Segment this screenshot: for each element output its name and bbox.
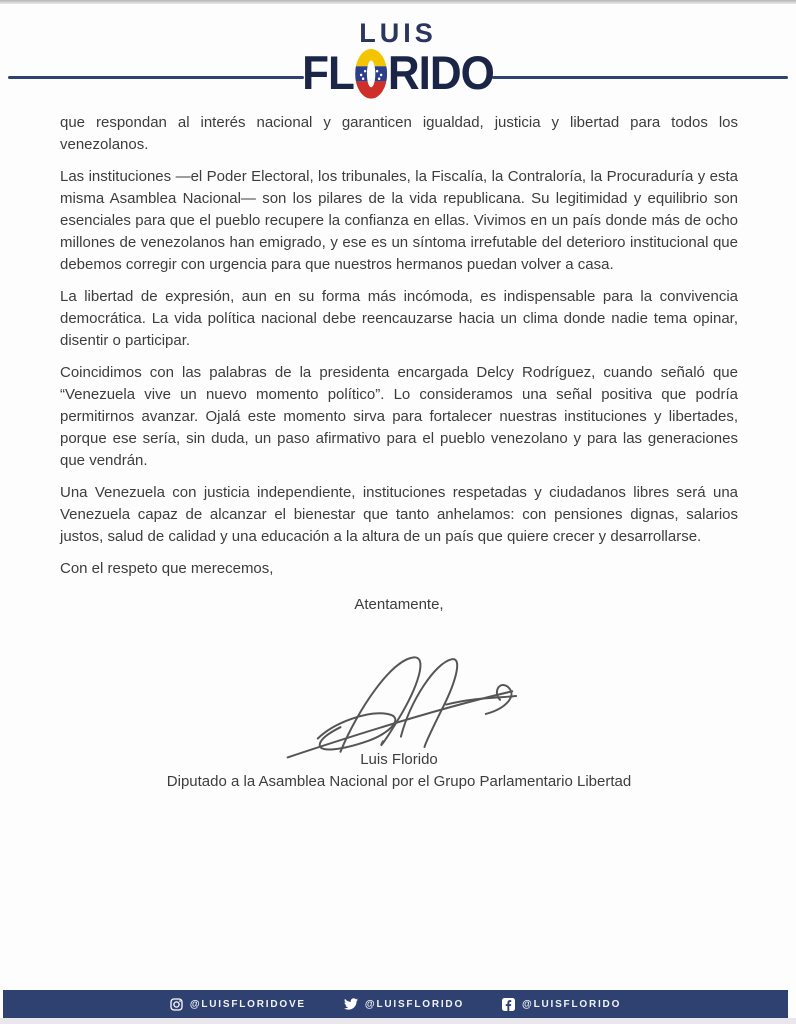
social-facebook bbox=[502, 998, 621, 1011]
signatory-name: Luis Florido bbox=[360, 751, 438, 768]
salutation: Atentamente, bbox=[354, 596, 444, 613]
twitter-icon bbox=[344, 998, 358, 1010]
instagram-handle: @LUISFLORIDOVE bbox=[189, 998, 306, 1010]
facebook-handle: @LUISFLORIDO bbox=[522, 998, 622, 1010]
paragraph: Coincidimos con las palabras de la presidenta encargada Delcy Rodríguez, cuando señaló que “Venezuela vive un nuevo momento político”. Lo consideramos una señal positiva que podría permitirnos avanzar. Ojalá este momento sirva para fortalecer nuestras instituciones y libertades, porque ese sería, sin duda, un paso afirmativo para el pueblo venezolano y para las generaciones que vendrán. bbox=[60, 364, 738, 469]
instagram-icon bbox=[170, 998, 183, 1011]
scan-edge-bottom bbox=[0, 1018, 796, 1024]
social-instagram bbox=[170, 998, 306, 1011]
social-twitter bbox=[344, 998, 464, 1010]
logo-first-name: LUIS bbox=[359, 18, 437, 48]
paragraph: Una Venezuela con justicia independiente, instituciones respetadas y ciudadanos libres será una Venezuela capaz de alcanzar el bienestar que tanto anhelamos: con pensiones dignas, salarios justos, salud de calidad y una educación a la altura de un país que quiere crecer y desarrollarse. bbox=[60, 484, 738, 545]
logo-last-name bbox=[302, 46, 494, 100]
paragraph: Las instituciones —el Poder Electoral, los tribunales, la Fiscalía, la Contraloría, la Procuraduría y esta misma Asamblea Nacional— son los pilares de la vida republicana. Su legitimidad y equilibrio son esenciales para que el pueblo recupere la confianza en ellas. Vivimos en un país donde más de ocho millones de venezolanos han emigrado, y ese es un síntoma irrefutable del deterioro institucional que debemos corregir con urgencia para que nuestros hermanos puedan volver a casa. bbox=[60, 168, 738, 273]
signature-image bbox=[269, 646, 529, 764]
paragraph: La libertad de expresión, aun en su forma más incómoda, es indispensable para la convivencia democrática. La vida política nacional debe reencauzarse hacia un clima donde nadie tema opinar, disentir o participar. bbox=[60, 288, 738, 349]
signatory-title: Diputado a la Asamblea Nacional por el Grupo Parlamentario Libertad bbox=[166, 773, 632, 790]
venezuela-flag-o-icon bbox=[355, 49, 387, 99]
letter-body bbox=[60, 112, 738, 792]
logo-last-name-post: RIDO bbox=[387, 46, 494, 100]
header-rule-right bbox=[492, 76, 788, 79]
letterhead bbox=[0, 4, 796, 104]
footer-social-bar bbox=[3, 990, 788, 1018]
luis-florido-logo bbox=[302, 18, 494, 100]
paragraph: que respondan al interés nacional y garanticen igualdad, justicia y libertad para todos los venezolanos. bbox=[60, 114, 738, 153]
logo-last-name-pre: FL bbox=[302, 46, 354, 100]
facebook-icon bbox=[502, 998, 515, 1011]
header-rule-left bbox=[8, 76, 304, 79]
paragraph-closing: Con el respeto que merecemos, bbox=[60, 560, 274, 577]
twitter-handle: @LUISFLORIDO bbox=[364, 998, 465, 1010]
signature-block bbox=[60, 646, 738, 792]
